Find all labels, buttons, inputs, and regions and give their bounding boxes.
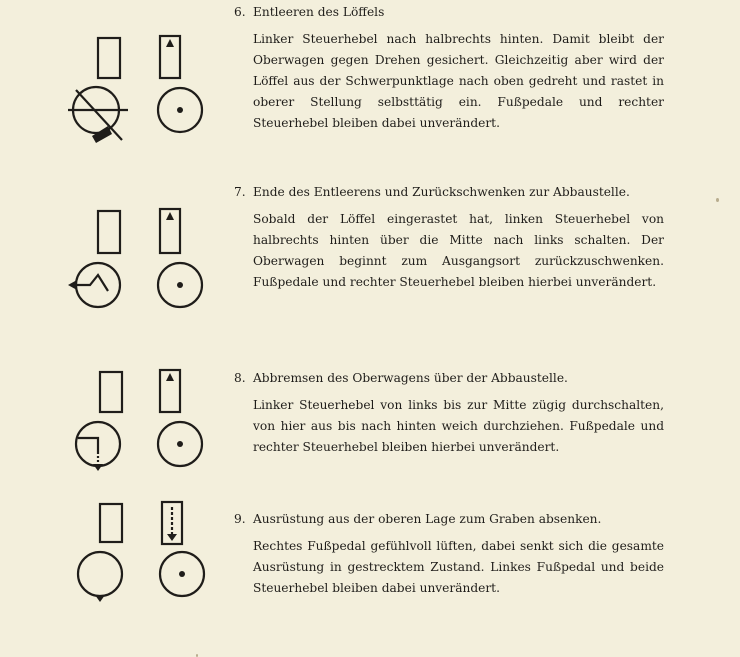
right-lever-icon (158, 88, 202, 132)
left-pedal-icon (98, 211, 120, 253)
paper-speck (716, 198, 719, 202)
step-9 (234, 509, 664, 599)
step-heading (234, 368, 664, 389)
step-title: Ausrüstung aus der oberen Lage zum Graben absenken. (253, 512, 602, 526)
left-lever-icon (68, 263, 120, 307)
step-heading (234, 182, 664, 203)
step-number: 6. (234, 5, 246, 19)
left-lever-icon (68, 87, 128, 143)
step-heading (234, 2, 664, 23)
step-number: 8. (234, 371, 246, 385)
step-body: Rechtes Fußpedal gefühlvoll lüften, dabei senkt sich die gesamte Ausrüstung in gestrecktem Zustand. Linkes Fußpedal und beide Steuerhebel bleiben dabei unverändert. (253, 539, 664, 595)
left-lever-icon (78, 552, 122, 602)
right-pedal-arrow-icon (166, 39, 174, 47)
step-title: Entleeren des Löffels (253, 5, 385, 19)
step-8 (234, 368, 664, 458)
step-heading (234, 509, 664, 530)
step-body: Sobald der Löffel eingerastet hat, linken Steuerhebel von halbrechts hinten über die Mitte nach links schalten. Der Oberwagen beginnt zum Ausgangsort zurückzuschwenken. Fußpedale und rechter Steuerhebel bleiben hierbei unverändert. (253, 212, 664, 289)
step-title: Ende des Entleerens und Zurückschwenken zur Abbaustelle. (253, 185, 630, 199)
step-9-diagram (70, 500, 220, 614)
step-title: Abbremsen des Oberwagens über der Abbaustelle. (253, 371, 568, 385)
left-pedal-icon (98, 38, 120, 78)
step-6 (234, 2, 664, 134)
step-number: 9. (234, 512, 246, 526)
step-number: 7. (234, 185, 246, 199)
step-8-diagram (68, 368, 218, 482)
left-pedal-icon (100, 504, 122, 542)
step-body: Linker Steuerhebel nach halbrechts hinten. Damit bleibt der Oberwagen gegen Drehen gesichert. Gleichzeitig aber wird der Löffel aus der Schwerpunktlage nach oben gedreht und rastet in oberer Stellung selbsttätig ein. Fußpedale und rechter Steuerhebel bleiben dabei unverändert. (253, 32, 664, 130)
left-pedal-icon (100, 372, 122, 412)
step-7-diagram (68, 205, 218, 319)
right-lever-icon (160, 552, 204, 596)
step-7 (234, 182, 664, 293)
right-pedal-arrow-icon (166, 373, 174, 381)
right-pedal-arrow-icon (166, 212, 174, 220)
right-lever-icon (158, 263, 202, 307)
left-lever-icon (76, 422, 120, 471)
step-body: Linker Steuerhebel von links bis zur Mitte zügig durchschalten, von hier aus bis nach hinten weich durchziehen. Fußpedale und rechter Steuerhebel bleiben hierbei unverändert. (253, 398, 664, 454)
step-6-diagram (70, 30, 220, 154)
right-lever-icon (158, 422, 202, 466)
